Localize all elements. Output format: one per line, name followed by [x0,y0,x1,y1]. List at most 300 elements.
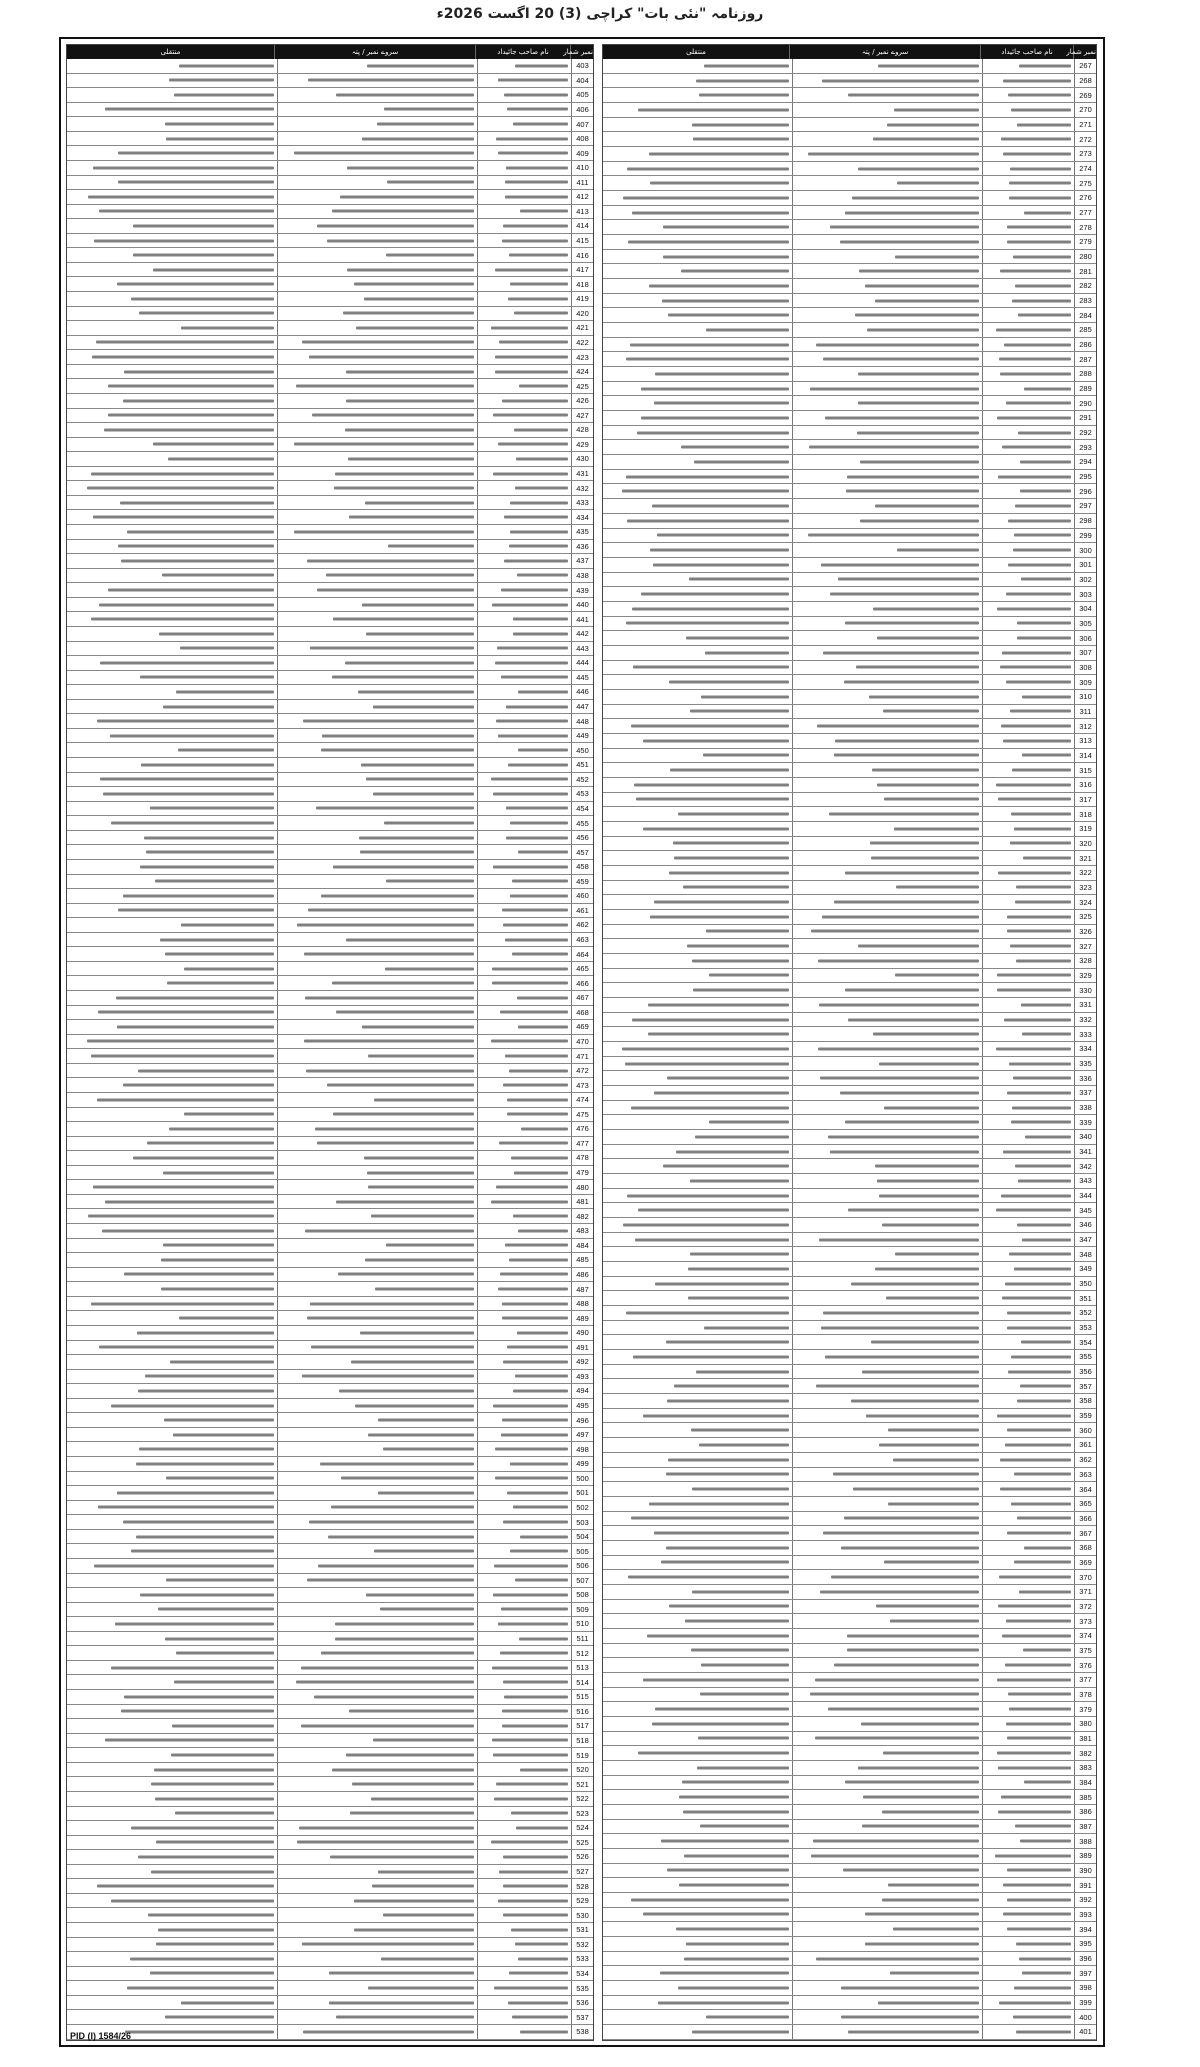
transferee-cell [603,1453,792,1467]
transferee-cell [67,1748,277,1762]
property-cell [277,729,477,743]
property-cell [277,1777,477,1791]
serial-number: 349 [1074,1262,1096,1276]
property-cell [277,976,477,990]
table-row [603,793,1096,808]
illegible-text-stroke [636,798,789,801]
illegible-text-stroke [506,705,568,708]
property-cell [277,263,477,277]
table-row [603,147,1096,162]
illegible-text-stroke [669,871,789,874]
property-cell [277,1457,477,1471]
illegible-text-stroke [493,472,568,475]
transferee-cell [67,1588,277,1602]
illegible-text-stroke [695,1135,789,1138]
illegible-text-stroke [622,1047,789,1050]
serial-number: 310 [1074,690,1096,704]
illegible-text-stroke [1017,123,1071,126]
illegible-text-stroke [673,842,789,845]
transferee-cell [603,1776,792,1790]
owner-name-cell [477,1078,571,1092]
illegible-text-stroke [811,930,979,933]
illegible-text-stroke [100,661,274,664]
table-row [67,161,593,176]
table-row [67,1370,593,1385]
transferee-cell [67,1239,277,1253]
serial-number: 271 [1074,118,1096,132]
illegible-text-stroke [626,358,789,361]
property-cell [277,525,477,539]
transferee-cell [67,161,277,175]
property-cell [277,1166,477,1180]
illegible-text-stroke [860,519,979,522]
illegible-text-stroke [336,1200,474,1203]
serial-number: 463 [571,933,593,947]
illegible-text-stroke [373,705,474,708]
transferee-cell [67,394,277,408]
property-cell [277,860,477,874]
owner-name-cell [477,1064,571,1078]
transferee-cell [603,1658,792,1672]
illegible-text-stroke [87,487,274,490]
owner-name-cell [982,778,1074,792]
illegible-text-stroke [510,822,568,825]
table-row [67,277,593,292]
owner-name-cell [477,1734,571,1748]
transferee-cell [603,1321,792,1335]
serial-number: 495 [571,1399,593,1413]
table-row [603,646,1096,661]
serial-number: 302 [1074,573,1096,587]
property-cell [277,1049,477,1063]
property-cell [792,352,982,366]
illegible-text-stroke [520,210,568,213]
serial-number: 367 [1074,1526,1096,1540]
illegible-text-stroke [997,1414,1071,1417]
transferee-cell [67,845,277,859]
illegible-text-stroke [1016,886,1071,889]
property-cell [277,481,477,495]
illegible-text-stroke [163,1244,274,1247]
table-row [603,1013,1096,1028]
illegible-text-stroke [1014,534,1071,537]
illegible-text-stroke [1008,563,1071,566]
illegible-text-stroke [669,1605,789,1608]
illegible-text-stroke [1014,827,1071,830]
owner-name-cell [477,1370,571,1384]
table-row [603,983,1096,998]
illegible-text-stroke [875,299,979,302]
illegible-text-stroke [845,871,979,874]
property-cell [277,889,477,903]
property-cell [277,743,477,757]
illegible-text-stroke [136,1462,274,1465]
property-cell [277,700,477,714]
illegible-text-stroke [858,402,979,405]
transferee-cell [67,1574,277,1588]
owner-name-cell [477,976,571,990]
serial-number: 309 [1074,675,1096,689]
owner-name-cell [982,1688,1074,1702]
illegible-text-stroke [638,1752,789,1755]
serial-number: 438 [571,569,593,583]
table-row [67,1384,593,1399]
property-cell [277,1981,477,1995]
illegible-text-stroke [686,637,789,640]
transferee-cell [67,598,277,612]
serial-number: 420 [571,307,593,321]
property-cell [792,176,982,190]
illegible-text-stroke [635,1238,789,1241]
illegible-text-stroke [1015,284,1071,287]
owner-name-cell [477,831,571,845]
owner-name-cell [477,1428,571,1442]
transferee-cell [67,816,277,830]
serial-number: 333 [1074,1027,1096,1041]
illegible-text-stroke [1014,1986,1071,1989]
serial-number: 304 [1074,602,1096,616]
transferee-cell [67,219,277,233]
illegible-text-stroke [500,1011,568,1014]
illegible-text-stroke [1007,1737,1071,1740]
table-row [603,470,1096,485]
table-row [603,235,1096,250]
property-cell [277,2025,477,2039]
table-row [67,234,593,249]
transferee-cell [603,1966,792,1980]
illegible-text-stroke [151,1870,274,1873]
property-cell [792,646,982,660]
illegible-text-stroke [709,1121,789,1124]
illegible-text-stroke [1007,1429,1071,1432]
illegible-text-stroke [652,1722,789,1725]
serial-number: 407 [571,117,593,131]
table-row [603,734,1096,749]
table-row [603,396,1096,411]
transferee-cell [603,646,792,660]
illegible-text-stroke [1010,710,1071,713]
property-cell [277,1209,477,1223]
table-row [603,719,1096,734]
illegible-text-stroke [813,1840,979,1843]
serial-number: 445 [571,671,593,685]
owner-name-cell [477,234,571,248]
table-row [67,918,593,933]
property-cell [277,1326,477,1340]
transferee-cell [67,1137,277,1151]
illegible-text-stroke [1009,1708,1071,1711]
transferee-cell [67,1282,277,1296]
transferee-cell [67,1501,277,1515]
illegible-text-stroke [894,108,979,111]
illegible-text-stroke [1022,1972,1071,1975]
illegible-text-stroke [882,1898,979,1901]
illegible-text-stroke [1008,1370,1071,1373]
owner-name-cell [477,1049,571,1063]
table-row [603,1556,1096,1571]
transferee-cell [603,939,792,953]
table-row [67,88,593,103]
serial-number: 437 [571,554,593,568]
illegible-text-stroke [1023,1649,1071,1652]
transferee-cell [67,540,277,554]
illegible-text-stroke [388,545,474,548]
transferee-cell [67,1996,277,2010]
illegible-text-stroke [98,1506,274,1509]
owner-name-cell [477,1603,571,1617]
illegible-text-stroke [1016,2030,1071,2033]
illegible-text-stroke [1006,402,1071,405]
illegible-text-stroke [346,370,474,373]
transferee-cell [603,1702,792,1716]
property-cell [792,1379,982,1393]
property-cell [792,1203,982,1217]
serial-number: 289 [1074,382,1096,396]
illegible-text-stroke [499,1142,568,1145]
serial-number: 481 [571,1195,593,1209]
illegible-text-stroke [111,1899,274,1902]
property-cell [792,1893,982,1907]
illegible-text-stroke [886,1297,979,1300]
illegible-text-stroke [679,1796,789,1799]
owner-name-cell [477,1836,571,1850]
illegible-text-stroke [643,1678,789,1681]
property-cell [277,1020,477,1034]
illegible-text-stroke [491,326,568,329]
serial-number: 372 [1074,1600,1096,1614]
serial-number: 270 [1074,103,1096,117]
illegible-text-stroke [492,603,568,606]
property-cell [277,685,477,699]
table-row [603,1115,1096,1130]
owner-name-cell [477,1850,571,1864]
illegible-text-stroke [492,967,568,970]
owner-name-cell [477,845,571,859]
illegible-text-stroke [125,2030,274,2033]
owner-name-cell [477,1035,571,1049]
illegible-text-stroke [704,64,789,67]
serial-number: 462 [571,918,593,932]
owner-name-cell [982,396,1074,410]
illegible-text-stroke [372,1885,474,1888]
illegible-text-stroke [877,637,979,640]
owner-name-cell [477,263,571,277]
illegible-text-stroke [153,268,274,271]
illegible-text-stroke [322,734,474,737]
illegible-text-stroke [869,695,979,698]
owner-name-cell [477,1661,571,1675]
illegible-text-stroke [154,1768,274,1771]
owner-name-cell [982,1761,1074,1775]
transferee-cell [67,714,277,728]
illegible-text-stroke [507,108,568,111]
illegible-text-stroke [514,428,568,431]
serial-number: 519 [571,1748,593,1762]
property-cell [277,1297,477,1311]
table-row [603,1541,1096,1556]
serial-number: 360 [1074,1423,1096,1437]
illegible-text-stroke [1014,1473,1071,1476]
illegible-text-stroke [809,446,979,449]
illegible-text-stroke [1003,1913,1071,1916]
transferee-cell [67,307,277,321]
serial-number: 311 [1074,705,1096,719]
illegible-text-stroke [865,284,979,287]
serial-number: 498 [571,1442,593,1456]
illegible-text-stroke [163,1171,274,1174]
serial-number: 490 [571,1326,593,1340]
illegible-text-stroke [1007,1869,1071,1872]
illegible-text-stroke [502,909,568,912]
serial-number: 469 [571,1020,593,1034]
illegible-text-stroke [496,1186,568,1189]
illegible-text-stroke [996,1047,1071,1050]
property-cell [277,1938,477,1952]
illegible-text-stroke [895,1253,979,1256]
serial-number: 491 [571,1341,593,1355]
table-row [67,773,593,788]
table-row [603,529,1096,544]
owner-name-cell [982,690,1074,704]
illegible-text-stroke [513,618,568,621]
serial-number: 344 [1074,1189,1096,1203]
illegible-text-stroke [877,783,979,786]
table-row [67,700,593,715]
owner-name-cell [982,1746,1074,1760]
illegible-text-stroke [332,1768,474,1771]
property-cell [277,1515,477,1529]
serial-number: 343 [1074,1174,1096,1188]
transferee-cell [603,998,792,1012]
illegible-text-stroke [818,1047,979,1050]
illegible-text-stroke [502,1419,568,1422]
illegible-text-stroke [294,530,474,533]
transferee-cell [603,323,792,337]
illegible-text-stroke [147,1142,274,1145]
owner-name-cell [982,118,1074,132]
property-cell [792,1526,982,1540]
property-cell [792,411,982,425]
property-cell [277,1588,477,1602]
illegible-text-stroke [133,1156,274,1159]
owner-name-cell [982,1189,1074,1203]
owner-name-cell [982,1996,1074,2010]
property-cell [277,1719,477,1733]
illegible-text-stroke [697,1766,789,1769]
illegible-text-stroke [294,443,474,446]
illegible-text-stroke [116,996,274,999]
header-transferee: منتقلی [160,48,181,56]
owner-name-cell [982,1878,1074,1892]
serial-number: 505 [571,1544,593,1558]
illegible-text-stroke [335,1637,474,1640]
illegible-text-stroke [346,938,474,941]
illegible-text-stroke [105,108,274,111]
illegible-text-stroke [1000,270,1071,273]
serial-number: 532 [571,1938,593,1952]
illegible-text-stroke [172,1724,274,1727]
illegible-text-stroke [361,763,474,766]
illegible-text-stroke [108,385,274,388]
illegible-text-stroke [682,1781,789,1784]
property-cell [792,235,982,249]
serial-number: 508 [571,1588,593,1602]
serial-number: 319 [1074,822,1096,836]
property-cell [792,1423,982,1437]
owner-name-cell [477,656,571,670]
property-cell [277,1122,477,1136]
serial-number: 376 [1074,1658,1096,1672]
illegible-text-stroke [701,1664,789,1667]
property-cell [277,248,477,262]
illegible-text-stroke [663,226,789,229]
owner-name-cell [982,1365,1074,1379]
illegible-text-stroke [510,530,568,533]
illegible-text-stroke [630,343,789,346]
transferee-cell [67,1632,277,1646]
table-row [67,1239,593,1254]
illegible-text-stroke [1008,94,1071,97]
serial-number: 503 [571,1515,593,1529]
table-row [67,1996,593,2011]
serial-number: 444 [571,656,593,670]
transferee-cell [603,1438,792,1452]
transferee-cell [603,1834,792,1848]
table-row [603,118,1096,133]
illegible-text-stroke [156,1943,274,1946]
illegible-text-stroke [894,827,979,830]
serial-number: 374 [1074,1629,1096,1643]
table-row [603,411,1096,426]
owner-name-cell [477,394,571,408]
table-row [67,190,593,205]
illegible-text-stroke [511,1156,568,1159]
illegible-text-stroke [518,1025,568,1028]
illegible-text-stroke [377,123,474,126]
illegible-text-stroke [683,886,789,889]
serial-number: 410 [571,161,593,175]
table-row [67,714,593,729]
property-cell [277,321,477,335]
serial-number: 297 [1074,499,1096,513]
transferee-cell [67,59,277,73]
table-header [603,45,1096,59]
illegible-text-stroke [1011,1502,1071,1505]
transferee-cell [603,1423,792,1437]
illegible-text-stroke [505,181,568,184]
transferee-cell [67,1326,277,1340]
transferee-cell [67,263,277,277]
illegible-text-stroke [97,1098,274,1101]
property-cell [792,484,982,498]
illegible-text-stroke [818,959,979,962]
illegible-text-stroke [688,1297,789,1300]
serial-number: 497 [571,1428,593,1442]
table-row [603,1365,1096,1380]
serial-number: 516 [571,1705,593,1719]
illegible-text-stroke [385,967,474,970]
serial-number: 412 [571,190,593,204]
table-row [603,954,1096,969]
illegible-text-stroke [699,1443,789,1446]
serial-number: 428 [571,423,593,437]
serial-number: 393 [1074,1908,1096,1922]
owner-name-cell [477,1894,571,1908]
serial-number: 390 [1074,1864,1096,1878]
property-cell [792,294,982,308]
owner-name-cell [982,323,1074,337]
transferee-cell [67,758,277,772]
